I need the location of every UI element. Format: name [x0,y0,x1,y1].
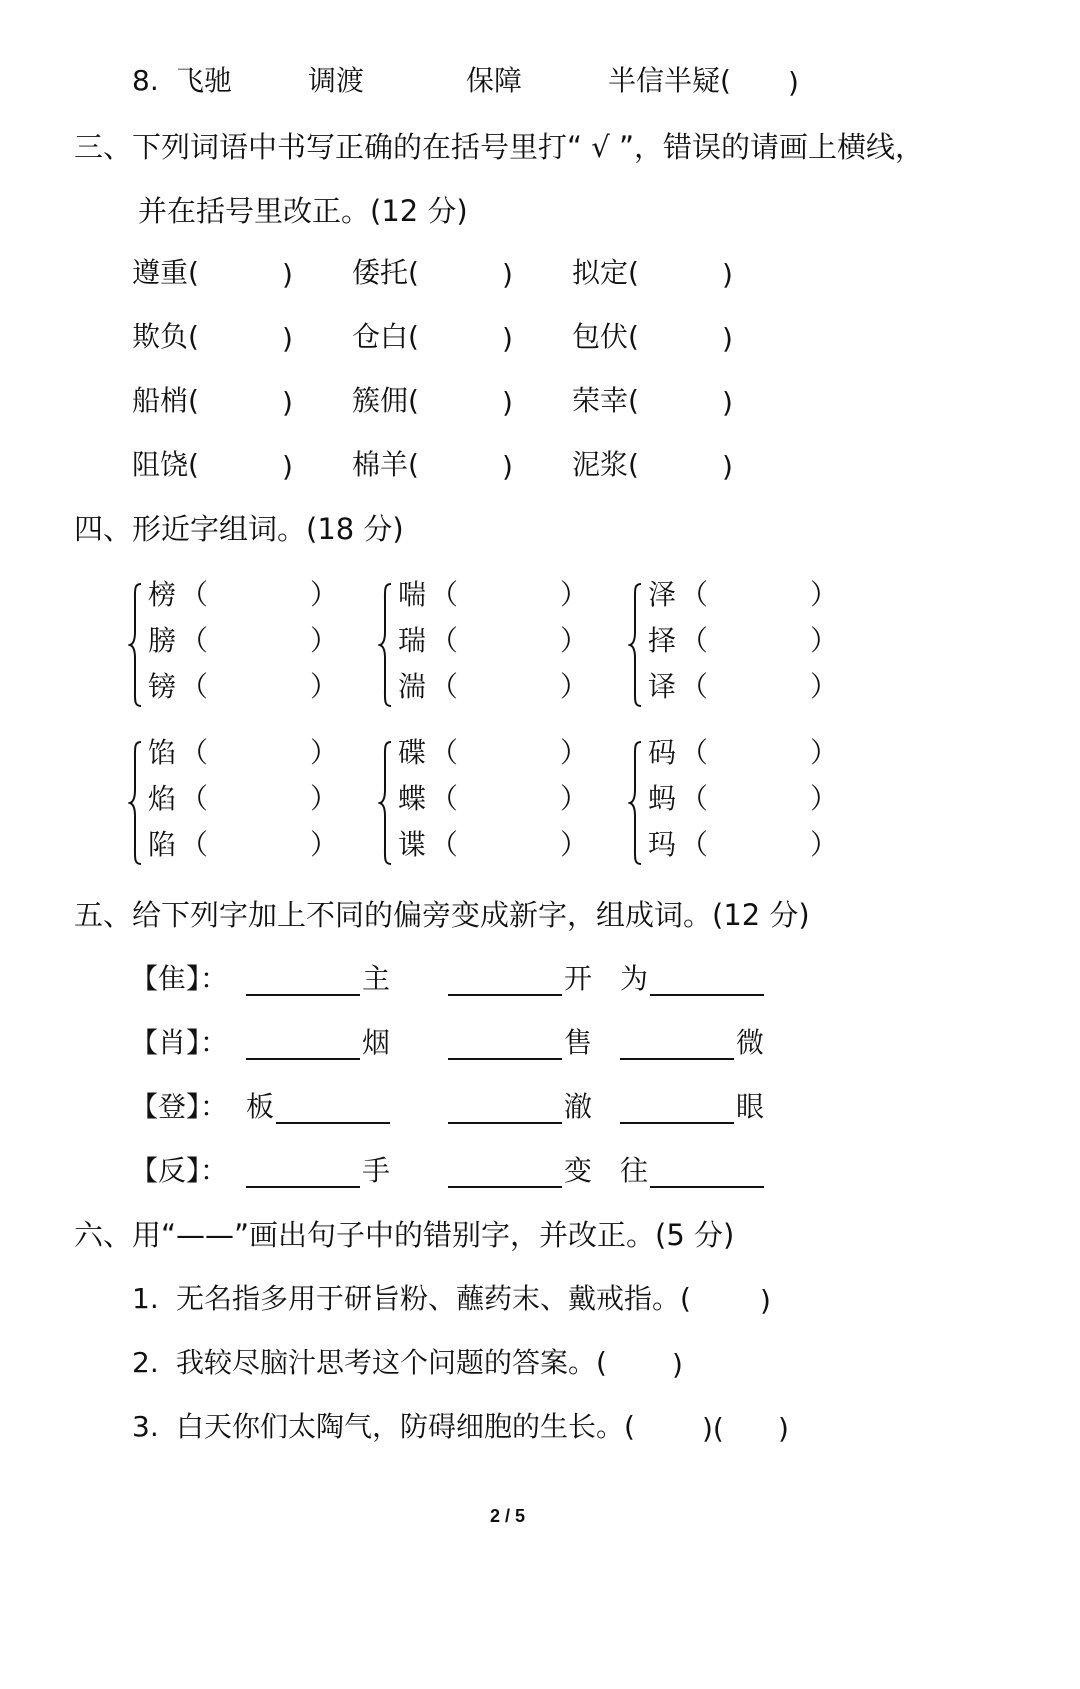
word-item: 泥浆( [572,448,639,481]
item-number: 2. [132,1346,159,1379]
answer-paren-close: ) [788,66,799,99]
radical-key: 【肖】： [130,1026,229,1059]
section-heading: 六、用“——”画出句子中的错别字，并改正。(5 分) [74,1218,735,1252]
answer-paren-close[interactable]: ） [560,736,589,769]
answer-paren-close[interactable]: ） [310,624,339,657]
section-heading: 四、形近字组词。(18 分) [74,512,404,546]
section-heading-cont: 并在括号里改正。(12 分) [138,194,468,228]
answer-paren-open: （ [430,782,459,815]
word-suffix: 售 [564,1026,593,1059]
similar-char: 码 [648,736,677,769]
answer-paren-open: （ [180,670,209,703]
answer-paren-close[interactable]: ) [502,322,513,355]
word-item: 簇佣( [352,384,419,417]
answer-paren-open: （ [430,624,459,657]
answer-paren-close[interactable]: ） [810,670,839,703]
word-suffix: 烟 [362,1026,391,1059]
item-number: 1. [132,1282,159,1315]
sentence: 我较尽脑汁思考这个问题的答案。( [176,1346,607,1379]
answer-paren-open: （ [680,624,709,657]
answer-paren-open: （ [180,624,209,657]
similar-char: 译 [648,670,677,703]
radical-key: 【隹】： [130,962,229,995]
answer-paren-close[interactable]: ） [810,782,839,815]
answer-blank[interactable] [246,1158,360,1188]
similar-char: 湍 [398,670,427,703]
similar-char: 蝶 [398,782,427,815]
word-suffix: 变 [564,1154,593,1187]
sentence: 无名指多用于研旨粉、蘸药末、戴戒指。( [176,1282,691,1315]
word-suffix: 眼 [736,1090,765,1123]
answer-paren-open: （ [180,782,209,815]
brace-icon [378,582,394,708]
answer-blank[interactable] [620,1094,734,1124]
similar-char: 瑞 [398,624,427,657]
answer-paren-close[interactable]: ） [310,736,339,769]
word-item: 遵重( [132,256,199,289]
answer-paren-close[interactable]: ) [778,1412,789,1445]
answer-paren-close[interactable]: ) [282,450,293,483]
word-suffix: 主 [362,962,391,995]
answer-blank[interactable] [448,1094,562,1124]
answer-paren-close[interactable]: ) [282,258,293,291]
answer-paren-close[interactable]: ) [760,1284,771,1317]
answer-paren-close[interactable]: ） [310,782,339,815]
answer-paren-open: （ [180,828,209,861]
answer-paren-close[interactable]: ) [502,258,513,291]
answer-paren-open: （ [430,736,459,769]
brace-icon [628,740,644,866]
answer-paren-close[interactable]: ) [722,322,733,355]
word-item: 棉羊( [352,448,419,481]
word-prefix: 板 [246,1090,275,1123]
similar-char: 择 [648,624,677,657]
word-prefix: 为 [620,962,649,995]
word-item: 船梢( [132,384,199,417]
answer-paren-close[interactable]: ) [502,386,513,419]
answer-blank[interactable] [650,1158,764,1188]
word-item: 仓白( [352,320,419,353]
word-suffix: 开 [564,962,593,995]
answer-paren-open: （ [180,736,209,769]
similar-char: 镑 [148,670,177,703]
word-item: 阻饶( [132,448,199,481]
word: 保障 [466,64,523,97]
answer-paren-close[interactable]: ) [282,322,293,355]
answer-paren-open: （ [430,828,459,861]
section-heading: 五、给下列字加上不同的偏旁变成新字，组成词。(12 分) [74,898,810,932]
answer-blank[interactable] [276,1094,390,1124]
similar-char: 榜 [148,578,177,611]
word: 飞驰 [176,64,233,97]
similar-char: 焰 [148,782,177,815]
answer-paren-close[interactable]: ） [810,624,839,657]
word: 调渡 [308,64,365,97]
answer-paren-open: （ [430,670,459,703]
answer-paren-close[interactable]: ) [672,1348,683,1381]
similar-char: 馅 [148,736,177,769]
similar-char: 蚂 [648,782,677,815]
word-item: 包伏( [572,320,639,353]
sentence: 白天你们太陶气，防碍细胞的生长。( [176,1410,635,1443]
answer-paren-mid[interactable]: )( [702,1412,724,1445]
answer-paren-open: （ [680,670,709,703]
item-number: 3. [132,1410,159,1443]
word-item: 倭托( [352,256,419,289]
answer-blank[interactable] [448,1158,562,1188]
answer-blank[interactable] [448,1030,562,1060]
answer-paren-close[interactable]: ） [810,828,839,861]
answer-paren-open: （ [680,782,709,815]
answer-paren-close[interactable]: ） [310,578,339,611]
answer-paren-close[interactable]: ） [310,828,339,861]
answer-paren-open: （ [430,578,459,611]
radical-key: 【登】： [130,1090,229,1123]
word-suffix: 微 [736,1026,765,1059]
answer-paren-close[interactable]: ） [810,578,839,611]
item-number: 8. [132,64,159,97]
section-heading: 三、下列词语中书写正确的在括号里打“ √ ”，错误的请画上横线， [74,130,924,164]
answer-blank[interactable] [246,1030,360,1060]
answer-blank[interactable] [246,966,360,996]
word-item: 欺负( [132,320,199,353]
similar-char: 谍 [398,828,427,861]
word-prefix: 往 [620,1154,649,1187]
answer-paren-close[interactable]: ） [560,670,589,703]
answer-paren-close[interactable]: ） [810,736,839,769]
answer-paren-close[interactable]: ) [502,450,513,483]
brace-icon [378,740,394,866]
similar-char: 碟 [398,736,427,769]
word-item: 荣幸( [572,384,639,417]
brace-icon [628,582,644,708]
similar-char: 喘 [398,578,427,611]
similar-char: 玛 [648,828,677,861]
word-suffix: 澈 [564,1090,593,1123]
answer-blank[interactable] [448,966,562,996]
answer-paren-close[interactable]: ） [560,624,589,657]
answer-paren-close[interactable]: ） [310,670,339,703]
answer-paren-close[interactable]: ) [722,258,733,291]
page-number: 2 / 5 [490,1506,526,1526]
answer-paren-close[interactable]: ） [560,828,589,861]
brace-icon [128,740,144,866]
answer-paren-open: （ [680,736,709,769]
word: 半信半疑( [608,64,731,97]
word-suffix: 手 [362,1154,391,1187]
answer-paren-close[interactable]: ) [722,386,733,419]
answer-paren-close[interactable]: ） [560,578,589,611]
similar-char: 泽 [648,578,677,611]
brace-icon [128,582,144,708]
similar-char: 陷 [148,828,177,861]
answer-paren-close[interactable]: ) [282,386,293,419]
word-item: 拟定( [572,256,639,289]
answer-paren-open: （ [180,578,209,611]
radical-key: 【反】： [130,1154,229,1187]
answer-paren-close[interactable]: ) [722,450,733,483]
answer-paren-open: （ [680,828,709,861]
similar-char: 膀 [148,624,177,657]
answer-blank[interactable] [650,966,764,996]
answer-blank[interactable] [620,1030,734,1060]
answer-paren-close[interactable]: ） [560,782,589,815]
answer-paren-open: （ [680,578,709,611]
